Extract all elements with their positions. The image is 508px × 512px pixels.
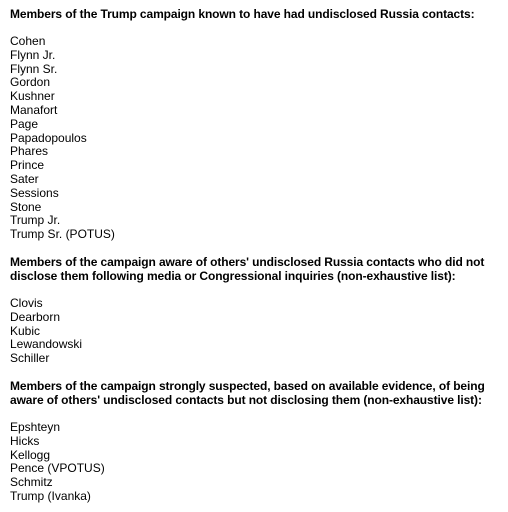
section-heading: Members of the campaign strongly suspected, based on available evidence, of being aware of others' undisclosed contacts but not disclosing them (non-exhaustive list): <box>10 378 485 407</box>
section-strongly-suspected <box>10 379 502 504</box>
list-item: Manafort <box>10 102 58 117</box>
list-item: Schiller <box>10 351 50 366</box>
member-list <box>10 297 502 366</box>
list-item: Trump (Ivanka) <box>10 488 91 503</box>
list-item: Schmitz <box>10 475 53 490</box>
list-item: Page <box>10 116 39 131</box>
list-item: Stone <box>10 199 42 214</box>
list-item: Prince <box>10 158 45 173</box>
list-item: Trump Sr. (POTUS) <box>10 227 115 242</box>
list-item: Flynn Sr. <box>10 61 58 76</box>
list-item: Sessions <box>10 185 59 200</box>
list-item: Hicks <box>10 433 40 448</box>
list-item: Cohen <box>10 34 46 48</box>
list-item: Phares <box>10 144 49 159</box>
section-heading: Members of the Trump campaign known to have had undisclosed Russia contacts: <box>10 7 475 21</box>
list-item: Sater <box>10 171 39 186</box>
document-body <box>10 7 502 504</box>
list-item: Trump Jr. <box>10 213 61 228</box>
list-item: Epshteyn <box>10 419 61 434</box>
list-item: Kellogg <box>10 447 51 462</box>
section-aware-not-disclosed <box>10 255 502 366</box>
list-item: Kubic <box>10 323 41 338</box>
list-item: Papadopoulos <box>10 130 87 145</box>
list-item: Flynn Jr. <box>10 47 56 62</box>
list-item: Gordon <box>10 75 51 90</box>
section-heading: Members of the campaign aware of others' undisclosed Russia contacts who did not disclose them following media or Congressional inquiries (non-exhaustive list): <box>10 254 485 283</box>
section-undisclosed-contacts <box>10 7 502 242</box>
list-item: Pence (VPOTUS) <box>10 461 105 476</box>
list-item: Lewandowski <box>10 337 83 352</box>
member-list <box>10 421 502 504</box>
member-list <box>10 35 502 242</box>
list-item: Dearborn <box>10 309 61 324</box>
list-item: Clovis <box>10 295 43 310</box>
list-item: Kushner <box>10 89 55 104</box>
